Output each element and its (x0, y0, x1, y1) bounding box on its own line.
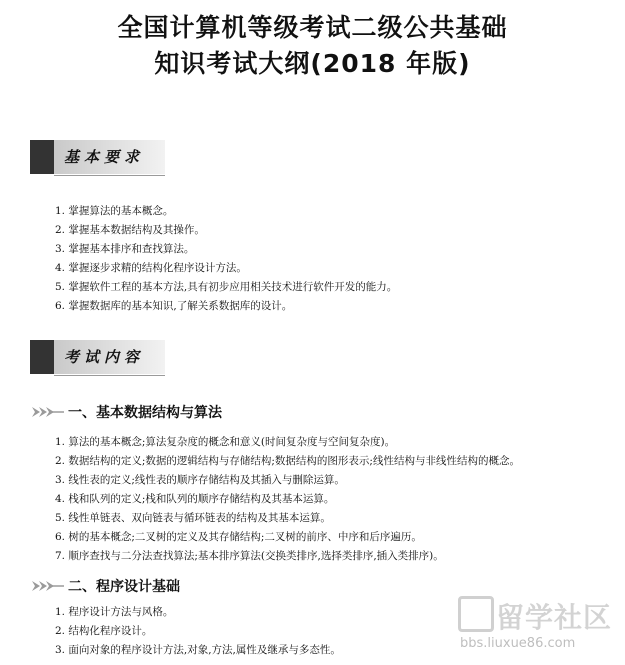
watermark-logo-icon (458, 596, 494, 632)
list-item: 5. 掌握软件工程的基本方法,具有初步应用相关技术进行软件开发的能力。 (55, 281, 398, 293)
basic-requirements-list (55, 202, 397, 316)
banner-underline (54, 375, 165, 376)
list-item: 1. 算法的基本概念;算法复杂度的概念和意义(时间复杂度与空间复杂度)。 (55, 436, 396, 448)
subsection-heading-text: 二、程序设计基础 (68, 579, 180, 595)
list-item: 2. 结构化程序设计。 (55, 625, 153, 637)
list-item: 3. 线性表的定义;线性表的顺序存储结构及其插入与删除运算。 (55, 474, 345, 486)
double-arrow-icon (32, 405, 66, 419)
list-item: 3. 掌握基本排序和查找算法。 (55, 243, 195, 255)
list-item: 2. 掌握基本数据结构及其操作。 (55, 224, 205, 236)
programming-basics-list (55, 603, 341, 660)
list-item: 5. 线性单链表、双向链表与循环链表的结构及其基本运算。 (55, 512, 331, 524)
section-heading-exam-content: 考试内容 (64, 348, 145, 366)
banner-dark-bar (30, 140, 54, 174)
list-item: 2. 数据结构的定义;数据的逻辑结构与存储结构;数据结构的图形表示;线性结构与非线性结构的概念。 (55, 455, 520, 467)
subsection-heading-programming-basics (32, 575, 180, 597)
subsection-heading-text: 一、基本数据结构与算法 (68, 405, 222, 421)
double-arrow-icon (32, 579, 66, 593)
document-title-line-2: 知识考试大纲(2018 年版) (154, 49, 471, 78)
list-item: 4. 掌握逐步求精的结构化程序设计方法。 (55, 262, 247, 274)
banner-dark-bar (30, 340, 54, 374)
section-heading-basic-requirements: 基本要求 (64, 148, 145, 166)
watermark-brand: 留学社区 (496, 601, 613, 634)
subsection-heading-data-structures (32, 401, 222, 423)
list-item: 4. 栈和队列的定义;栈和队列的顺序存储结构及其基本运算。 (55, 493, 335, 505)
list-item: 6. 掌握数据库的基本知识,了解关系数据库的设计。 (55, 300, 293, 312)
list-item: 1. 程序设计方法与风格。 (55, 606, 174, 618)
list-item: 7. 顺序查找与二分法查找算法;基本排序算法(交换类排序,选择类排序,插入类排序)。 (55, 550, 444, 562)
list-item: 1. 掌握算法的基本概念。 (55, 205, 174, 217)
banner-underline (54, 175, 165, 176)
data-structures-list (55, 433, 520, 566)
list-item: 3. 面向对象的程序设计方法,对象,方法,属性及继承与多态性。 (55, 644, 341, 656)
list-item: 6. 树的基本概念;二叉树的定义及其存储结构;二叉树的前序、中序和后序遍历。 (55, 531, 422, 543)
document-title-line-1: 全国计算机等级考试二级公共基础 (117, 13, 508, 42)
section-banner-exam-content (30, 340, 165, 374)
section-banner-basic-requirements (30, 140, 165, 174)
watermark (458, 596, 618, 660)
watermark-url: bbs.liuxue86.com (460, 636, 576, 651)
